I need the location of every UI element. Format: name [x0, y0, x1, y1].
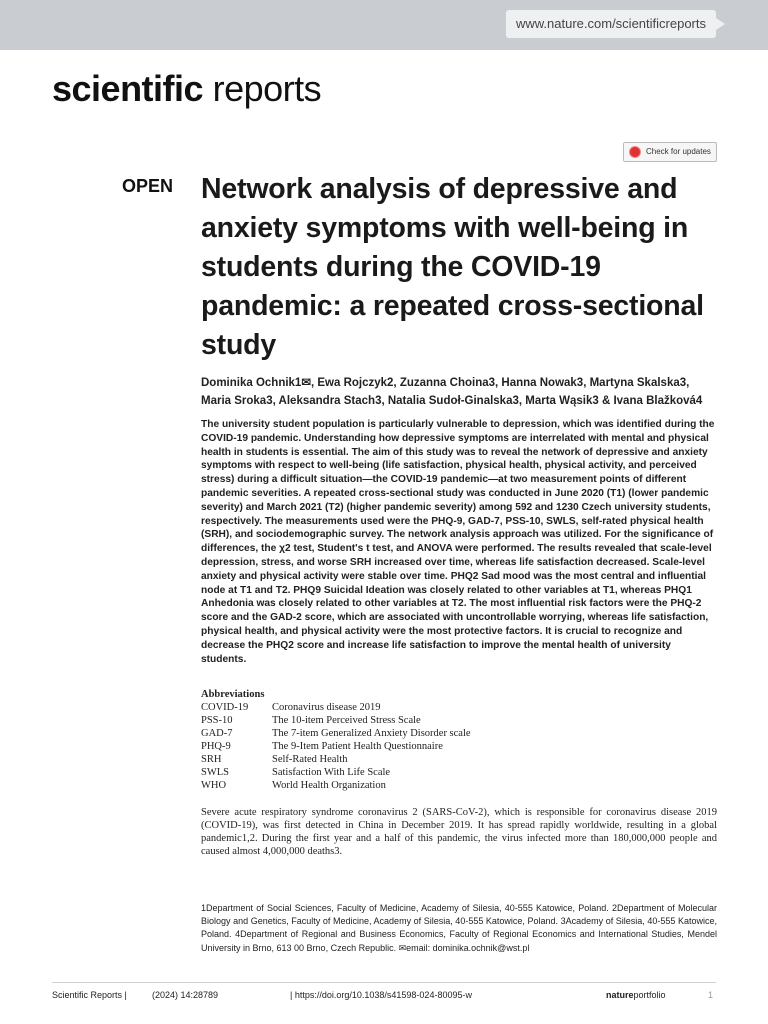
check-updates-icon	[629, 146, 641, 158]
journal-name-light: reports	[212, 68, 322, 109]
abbreviation-key: WHO	[201, 780, 227, 791]
abbreviation-key: PHQ-9	[201, 741, 231, 752]
check-updates-label: Check for updates	[646, 147, 711, 156]
abstract: The university student population is particularly vulnerable to depression, which was identified during the COVID-19 pandemic. Understanding how depressive symptoms are interrelated with mental and physical health in students is essential. The aim of this study was to reveal the network of depressive and anxiety symptoms with respect to well-being (life satisfaction, physical health, physical activity, and perceived stress) during a difficult situation—the COVID-19 pandemic—at two measurement points of different pandemic severities. A repeated cross-sectional study was conducted in June 2020 (T1) (lower pandemic severity) and March 2021 (T2) (higher pandemic severity) among 592 and 1230 Czech university students, respectively. The measurements used were the PHQ-9, GAD-7, PSS-10, SWLS, self-rated physical health (SRH), and sociodemographic survey. The network analysis approach was utilized. For the significance of differences, the χ2 test, Student's t test, and ANOVA were performed. The results revealed that scale-level depression, stress, and worse SRH increased over time, whereas life satisfaction decreased. Scale-level anxiety and physical activity were stable over time. PHQ2 Sad mood was the most central and influential node at T1 and T2. PHQ9 Suicidal Ideation was closely related to other variables at T1, whereas PHQ1 Anhedonia was closely related to other variables at T2. The most influential risk factors were the PHQ-2 score and the GAD-2 score, which are associated with uncontrollable worrying, whereas life satisfaction, physical health, and physical activity were the most protective factors. It is crucial to recognize and decrease the PHQ2 score and increase life satisfaction to improve the mental health of university students.	[201, 419, 715, 665]
page-footer	[52, 990, 716, 1004]
nature-portfolio-logo: natureportfolio	[606, 990, 666, 1000]
abbreviation-row	[201, 727, 717, 740]
abbreviation-row	[201, 766, 717, 779]
abbreviation-value: Satisfaction With Life Scale	[272, 767, 391, 778]
abbreviation-row	[201, 714, 717, 727]
abbreviation-value: Self-Rated Health	[272, 754, 348, 765]
journal-url[interactable]: www.nature.com/scientificreports	[506, 10, 716, 38]
abbreviation-key: SWLS	[201, 767, 230, 778]
abbreviation-value: The 7-item Generalized Anxiety Disorder scale	[272, 728, 471, 739]
abbreviation-row	[201, 701, 717, 714]
abbreviation-value: Coronavirus disease 2019	[272, 702, 381, 713]
footer-volume: (2024) 14:28789	[152, 990, 219, 1000]
abbreviation-value: World Health Organization	[272, 780, 386, 791]
abbreviation-value: The 9-Item Patient Health Questionnaire	[272, 741, 443, 752]
footer-journal: Scientific Reports |	[52, 990, 127, 1000]
affiliations: 1Department of Social Sciences, Faculty of Medicine, Academy of Silesia, 40-555 Katowice, Poland. 2Department of Molecular Biology and Genetics, Faculty of Medicine, Academy of Silesia, 40-555 Katowice, Poland. 3Academy of Silesia, 40-555 Katowice, Poland. 4Department of Regional and Business Economics, Faculty of Regional Economics and International Studies, Mendel University in Brno, 613 00 Brno, Czech Republic. ✉email: dominika.ochnik@wst.pl	[201, 903, 717, 953]
abbreviation-key: PSS-10	[201, 715, 233, 726]
open-access-label: OPEN	[122, 176, 174, 196]
abbreviation-value: The 10-item Perceived Stress Scale	[272, 715, 421, 726]
footer-divider	[52, 982, 716, 983]
abbreviation-key: COVID-19	[201, 702, 249, 713]
check-updates-button[interactable]	[623, 142, 717, 162]
top-bar	[0, 0, 768, 50]
abbreviation-key: SRH	[201, 754, 222, 765]
abbreviation-key: GAD-7	[201, 728, 233, 739]
abbreviation-row	[201, 779, 717, 792]
introduction-paragraph: Severe acute respiratory syndrome coronavirus 2 (SARS-CoV-2), which is responsible for coronavirus disease 2019 (COVID-19), was first detected in China in December 2019. It has spread rapidly worldwide, resulting in a global pandemic1,2. During the first year and a half of this pandemic, the virus infected more than 180,000,000 people and caused almost 4,000,000 deaths3.	[201, 807, 717, 858]
abbreviations-heading: Abbreviations	[201, 689, 265, 700]
author-list: Dominika Ochnik1✉, Ewa Rojczyk2, Zuzanna Choina3, Hanna Nowak3, Martyna Skalska3, Maria Sroka3, Aleksandra Stach3, Natalia Sudoł-Ginalska3, Marta Wąsik3 & Ivana Blažková4	[201, 377, 703, 407]
abbreviations	[201, 688, 717, 792]
journal-name-bold: scientific	[52, 68, 204, 109]
page-number: 1	[708, 990, 714, 1000]
abbreviation-row	[201, 753, 717, 766]
abbreviation-row	[201, 740, 717, 753]
footer-doi[interactable]: | https://doi.org/10.1038/s41598-024-80095-w	[290, 990, 472, 1000]
journal-logo	[52, 68, 321, 110]
article-title: Network analysis of depressive and anxiety symptoms with well-being in students during the COVID-19 pandemic: a repeated cross-sectional study	[201, 173, 704, 361]
